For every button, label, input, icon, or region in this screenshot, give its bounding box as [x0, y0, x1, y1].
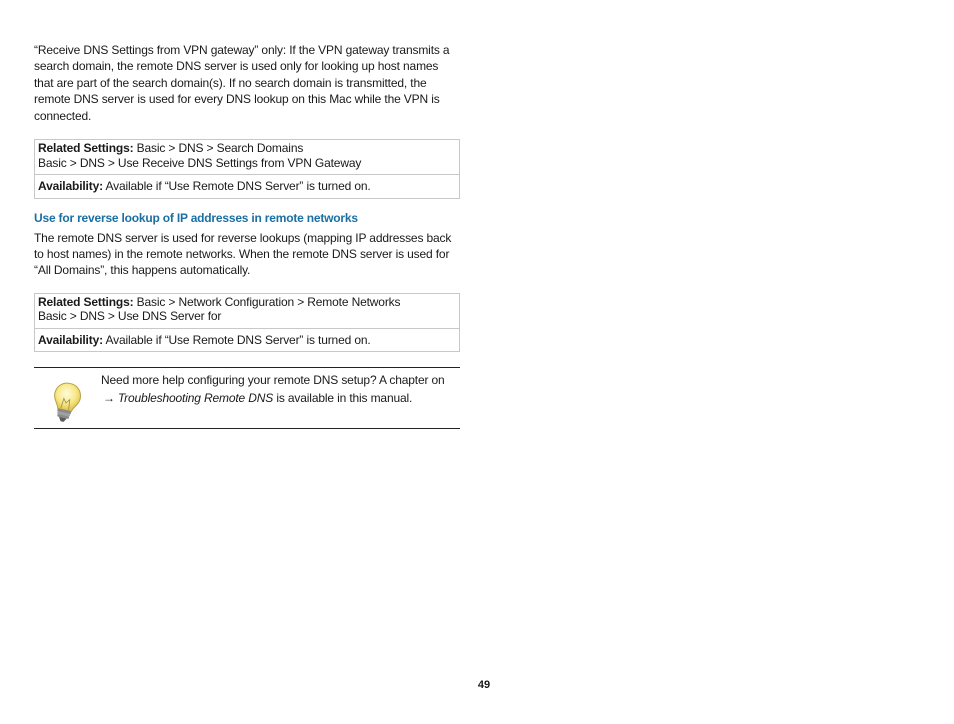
related-settings-line-1: Basic > Network Configuration > Remote Networks	[133, 294, 401, 309]
arrow-icon: →	[103, 391, 115, 406]
availability-text: Available if “Use Remote DNS Server” is turned on.	[102, 332, 371, 347]
related-settings-line-1: Basic > DNS > Search Domains	[133, 141, 304, 156]
availability-row	[35, 174, 459, 198]
availability-text: Available if “Use Remote DNS Server” is turned on.	[102, 179, 371, 194]
availability-label: Availability:	[38, 179, 103, 194]
page-number: 49	[477, 679, 491, 691]
availability-row	[35, 328, 459, 352]
tip-text-before: Need more help configuring your remote DNS setup? A chapter on	[101, 373, 445, 388]
related-settings-line-2: Basic > DNS > Use DNS Server for	[38, 309, 222, 324]
page-content	[34, 42, 460, 429]
section-heading: Use for reverse lookup of IP addresses in remote networks	[34, 210, 358, 225]
related-settings-row	[35, 294, 459, 328]
settings-table-2	[34, 293, 460, 353]
tip-text	[101, 371, 461, 407]
tip-link[interactable]: Troubleshooting Remote DNS	[117, 391, 274, 406]
availability-label: Availability:	[38, 332, 103, 347]
related-settings-row	[35, 140, 459, 174]
related-settings-label: Related Settings:	[38, 141, 134, 156]
section-paragraph: The remote DNS server is used for reverse lookups (mapping IP addresses back to host names) in the remote networks. When the remote DNS server is used for “All Domains”, this happens automatically.	[34, 230, 452, 278]
related-settings-label: Related Settings:	[38, 294, 134, 309]
tip-box	[34, 367, 460, 429]
related-settings-line-2: Basic > DNS > Use Receive DNS Settings from VPN Gateway	[38, 155, 362, 170]
intro-paragraph: “Receive DNS Settings from VPN gateway” only: If the VPN gateway transmits a search domain, the remote DNS server is used only for looking up host names that are part of the search domain(s). If no search domain is transmitted, the remote DNS server is used for every DNS lookup on this Mac while the VPN is connected.	[34, 43, 450, 123]
lightbulb-icon	[48, 381, 84, 425]
settings-table-1	[34, 139, 460, 199]
tip-text-after: is available in this manual.	[273, 391, 413, 406]
